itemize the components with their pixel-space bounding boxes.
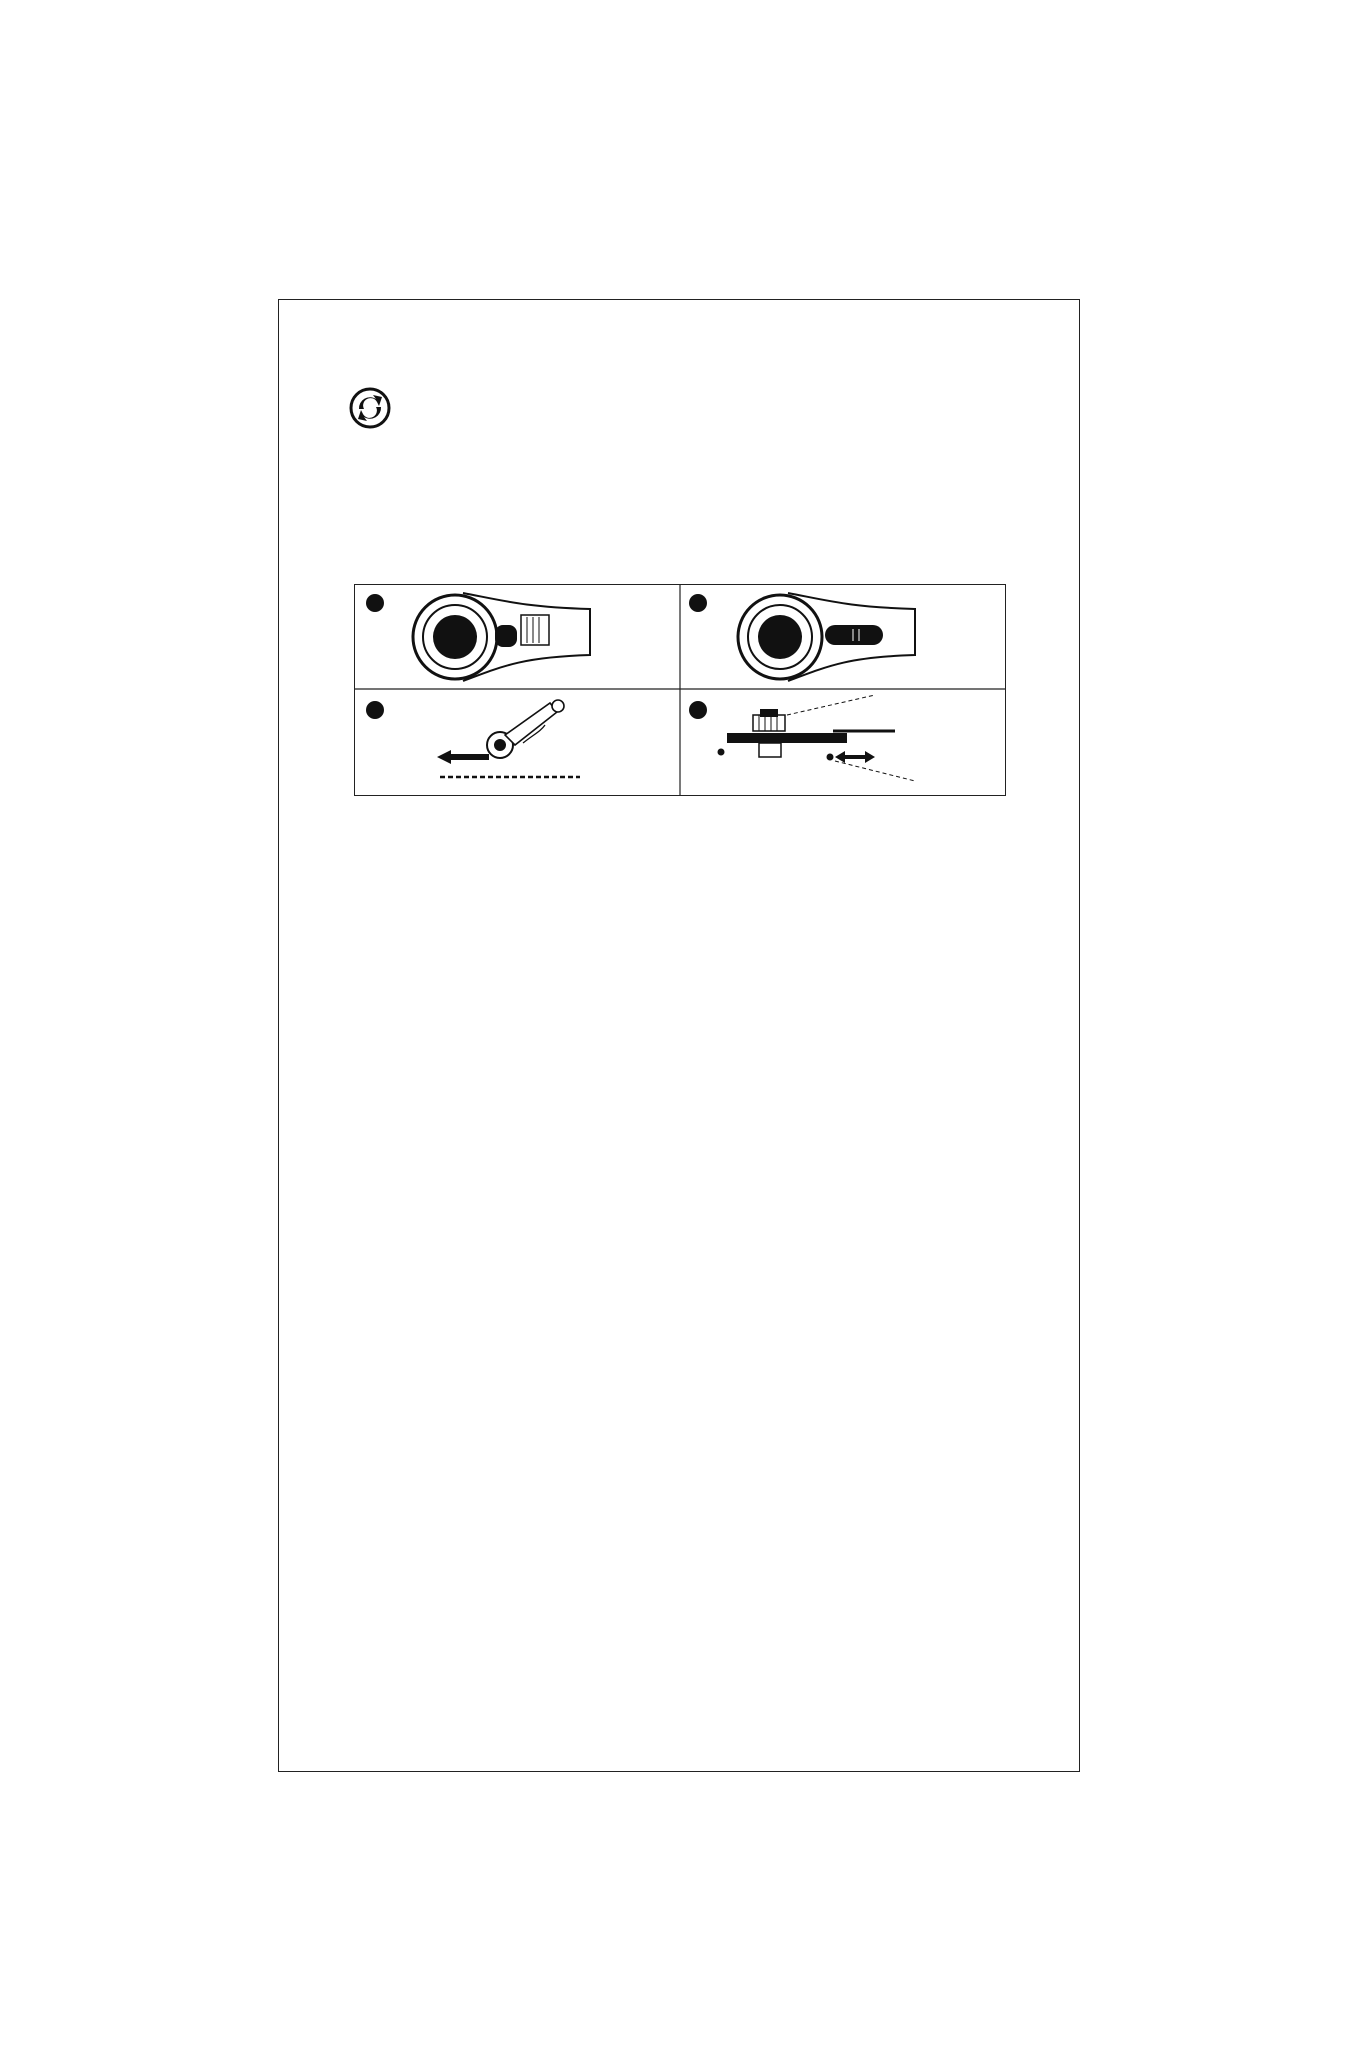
barcode [962,360,1030,564]
step-4-adjusting-screw-figure [718,695,916,781]
step-4-badge [689,701,707,719]
step-2-badge [689,594,707,612]
barcode-digits-wrap [1010,360,1030,564]
barcode-bars [962,360,1006,564]
step-1-blade-covered-figure [413,593,590,681]
step-3-cutting-figure [437,700,580,777]
step-3-badge [366,701,384,719]
instruction-sheet [278,299,1080,1772]
step-2-blade-exposed-figure [738,593,915,681]
illustration-panel [354,584,1006,796]
step-1-badge [366,594,384,612]
green-dot-icon [349,387,391,429]
